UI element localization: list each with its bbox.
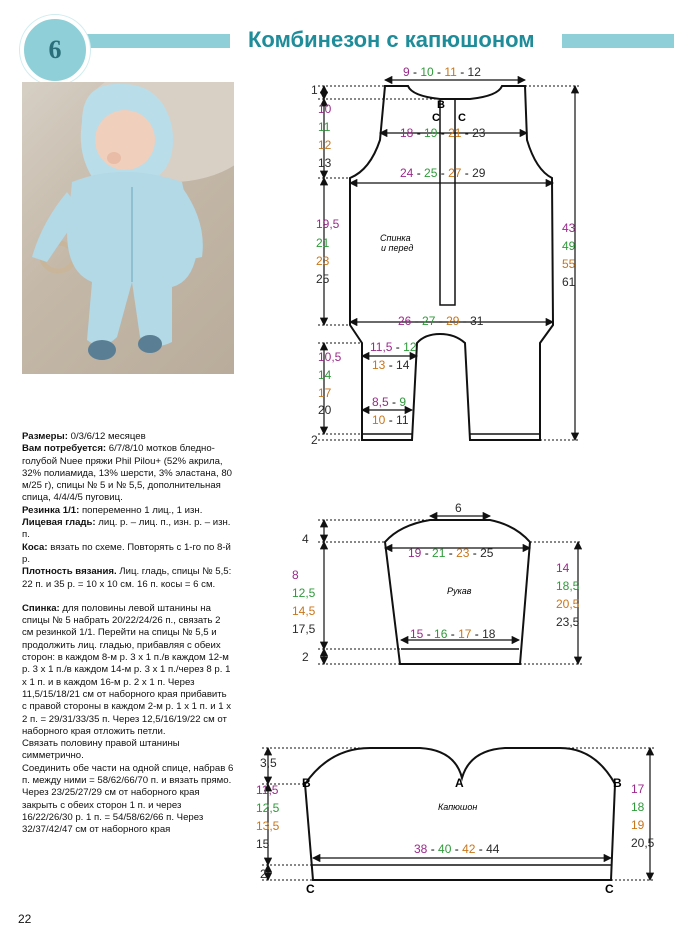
- sleeve-cuff-width: 15 - 16 - 17 - 18: [410, 627, 496, 641]
- cable-value: вязать по схеме. Повторять с 1-го по 8-й р.: [22, 541, 231, 565]
- hood-left-15: 15: [256, 837, 270, 851]
- hood-right-17: 17: [631, 782, 645, 796]
- stockinette-label: Лицевая гладь:: [22, 517, 96, 529]
- sizes-value: 0/3/6/12 месяцев: [67, 431, 146, 442]
- body-marker-b: B: [437, 99, 445, 111]
- leg-cuff-width-b: 10 - 11: [372, 413, 409, 427]
- body-chest-width: 24 - 25 - 27 - 29: [400, 166, 486, 180]
- pattern-number: 6: [48, 35, 62, 64]
- body-right-43: 43: [562, 221, 576, 235]
- sleeve-left-175: 17,5: [292, 622, 316, 636]
- leg-top-width-b: 13 - 14: [372, 358, 410, 372]
- body-right-55: 55: [562, 257, 576, 271]
- body-left-105: 10,5: [318, 350, 342, 364]
- hood-marker-a: A: [455, 776, 464, 790]
- body-left-21: 21: [316, 236, 330, 250]
- body-marker-c-right: C: [458, 112, 466, 124]
- body-left-195: 19,5: [316, 217, 340, 231]
- gauge-value: Лиц. гладь, спицы № 5,5: 22 п. и 35 р. = 10 х 10 см. 16 п. косы = 6 см.: [22, 566, 232, 590]
- body-caption-line1: Спинка: [380, 233, 411, 243]
- body-caption-line2: и перед: [381, 243, 414, 253]
- body-left-12: 12: [318, 138, 332, 152]
- body-left-10: 10: [318, 102, 332, 116]
- body-marker-c-left: C: [432, 112, 440, 124]
- hood-marker-b-right: B: [613, 776, 622, 790]
- back-label: Спинка:: [22, 602, 60, 614]
- rib-label: Резинка 1/1:: [22, 504, 80, 516]
- back-value: для половины левой штанины на спицы № 5 набрать 20/22/24/26 п., связать 2 см резинкой 1/1. Перейти на спицы № 5,5 и продолжить лиц. гладью, прибавляя с обеих сторон: в каждом 8-м р. 3 х 1 п./в каждом 12-м р. 3 х 1 п./в каждом 14-м р. 3 х 1 п./через 8 р. 1 х 1 п. и в каждом 16-м р. 2 х 1 п. Через 11,5/15/18/21 см от наборного края прибавить с правой стороны в каждом 2-м р. 1 х 1 п. и 1 х 2 п. = 29/31/33/35 п. Через 12,5/16/19/22 см от наборного края отложить петли.: [22, 602, 232, 737]
- hood-marker-c-right: C: [605, 882, 614, 896]
- sleeve-left-4: 4: [302, 532, 309, 546]
- back-paragraph-2: Связать половину правой штанины симметрично.: [22, 738, 180, 762]
- sleeve-upper-width: 19 - 21 - 23 - 25: [408, 546, 494, 560]
- materials-value: 6/7/8/10 мотков бледно-голубой Nuee пряжи Phil Pilou+ (52% акрила, 32% полиамида, 13% шерсти, 3% эластана, 80 м/25 г), спицы № 5 и № 5,5, дополнительная спица, 4/4/4/5 пуговиц.: [22, 443, 233, 504]
- body-left-2: 2: [311, 433, 318, 447]
- back-paragraph-3: Соединить обе части на одной спице, набрав 6 п. между ними = 58/62/66/70 п. и вязать прямо. Через 23/25/27/29 см от наборного края закрыть с обеих сторон 1 п. и через 16/22/26/30 р. 1 п. = 54/58/62/66 п. Через 32/37/42/47 см от наборного края: [22, 762, 234, 836]
- materials-label: Вам потребуется:: [22, 443, 107, 455]
- hood-left-115: 11,5: [256, 783, 279, 797]
- hood-caption: Капюшон: [438, 802, 478, 812]
- body-right-49: 49: [562, 239, 576, 253]
- hood-left-135: 13,5: [256, 819, 280, 833]
- hood-base-width: 38 - 40 - 42 - 44: [414, 842, 500, 856]
- hood-left-2: 2: [260, 867, 267, 881]
- body-right-61: 61: [562, 275, 576, 289]
- sleeve-left-8: 8: [292, 568, 299, 582]
- cable-label: Коса:: [22, 541, 48, 553]
- hood-right-205: 20,5: [631, 836, 655, 850]
- sizes-label: Размеры:: [22, 431, 68, 442]
- body-left-13: 13: [318, 156, 332, 170]
- body-shoulder-width: 18 - 19 - 21 - 23: [400, 126, 486, 140]
- sleeve-left-2: 2: [302, 650, 309, 664]
- page-title: Комбинезон с капюшоном: [248, 27, 535, 52]
- gauge-label: Плотность вязания.: [22, 566, 117, 578]
- sleeve-right-235: 23,5: [556, 615, 580, 629]
- sleeve-top-width: 6: [455, 501, 462, 515]
- sleeve-left-145: 14,5: [292, 604, 316, 618]
- body-left-14: 14: [318, 368, 332, 382]
- hood-left-125: 12,5: [256, 801, 280, 815]
- hood-left-35: 3,5: [260, 756, 277, 770]
- leg-cuff-width-a: 8,5 - 9: [372, 395, 407, 409]
- leg-top-width-a: 11,5 - 12: [370, 340, 417, 354]
- hood-marker-c-left: C: [306, 882, 315, 896]
- sleeve-right-185: 18,5: [556, 579, 580, 593]
- page-number: 22: [18, 912, 32, 926]
- sleeve-left-125: 12,5: [292, 586, 316, 600]
- sleeve-caption: Рукав: [447, 586, 472, 596]
- body-left-17: 17: [318, 386, 332, 400]
- stockinette-value: лиц. р. – лиц. п., изн. р. – изн. п.: [22, 517, 231, 541]
- hood-right-18: 18: [631, 800, 645, 814]
- hood-outline: [305, 748, 615, 880]
- body-hip-width: 26 - 27 - 29 - 31: [398, 314, 484, 328]
- hood-marker-b-left: B: [302, 776, 311, 790]
- sleeve-right-14: 14: [556, 561, 570, 575]
- body-left-20: 20: [318, 403, 332, 417]
- body-left-23: 23: [316, 254, 330, 268]
- hood-right-19: 19: [631, 818, 645, 832]
- body-left-1: 1: [311, 83, 318, 97]
- body-top-width: 9 - 10 - 11 - 12: [403, 65, 481, 79]
- body-left-11: 11: [318, 120, 331, 134]
- sleeve-right-205: 20,5: [556, 597, 580, 611]
- body-left-25: 25: [316, 272, 330, 286]
- rib-value: попеременно 1 лиц., 1 изн.: [79, 504, 203, 516]
